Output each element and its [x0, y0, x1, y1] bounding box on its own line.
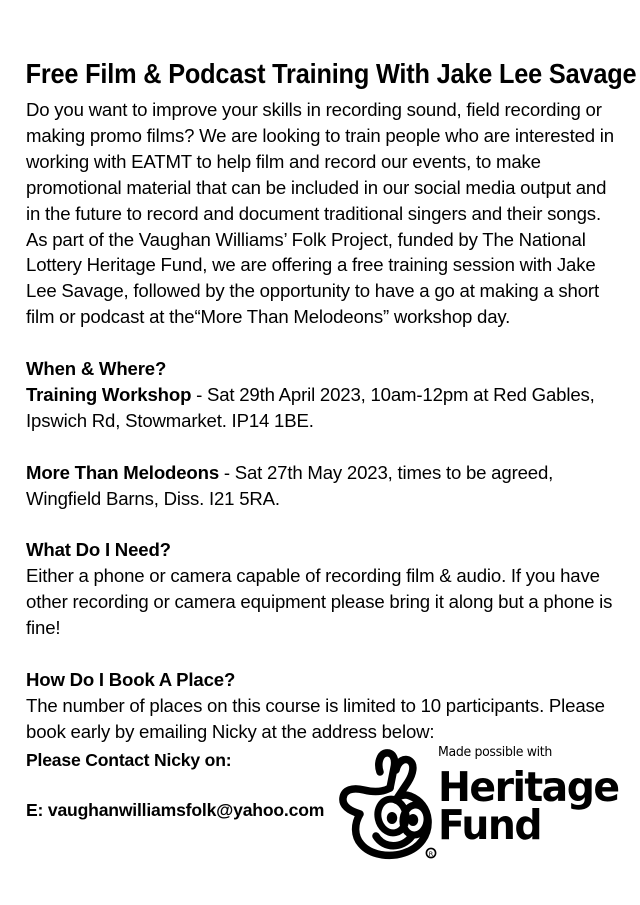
logo-name — [438, 763, 620, 849]
national-lottery-crossed-fingers-hand-icon — [336, 748, 440, 866]
training-workshop-details: - Sat 29th April 2023, 10am-12pm at Red Gables, Ipswich Rd, Stowmarket. IP14 1BE. — [26, 383, 595, 431]
logo-name-line-1: Heritage — [438, 763, 619, 811]
when-and-where-section — [26, 356, 616, 434]
training-workshop-label: Training Workshop — [26, 383, 192, 405]
poster-body — [26, 97, 616, 745]
what-do-i-need-body: Either a phone or camera capable of recording film & audio. If you have other recording or camera equipment please bring it along but a phone is fine! — [26, 565, 613, 639]
how-do-i-book-section — [26, 667, 616, 745]
contact-block — [26, 748, 356, 822]
page-title: Free Film & Podcast Training With Jake Lee Savage — [25, 58, 637, 90]
heritage-fund-logo — [336, 745, 626, 865]
svg-text:R: R — [428, 850, 434, 858]
how-do-i-book-body: The number of places on this course is limited to 10 participants. Please book early by emailing Nicky at the address below: — [26, 694, 605, 742]
more-than-melodeons-details: - Sat 27th May 2023, times to be agreed, Wingfield Barns, Diss. I21 5RA. — [26, 461, 554, 509]
what-do-i-need-section — [26, 537, 616, 641]
logo-name-line-2: Fund — [438, 801, 542, 849]
more-than-melodeons-label: More Than Melodeons — [26, 461, 220, 483]
what-do-i-need-heading: What Do I Need? — [26, 539, 171, 561]
registered-trademark-icon — [426, 848, 435, 858]
contact-heading: Please Contact Nicky on: — [26, 750, 232, 770]
when-and-where-heading: When & Where? — [26, 358, 167, 380]
contact-email: E: vaughanwilliamsfolk@yahoo.com — [26, 800, 325, 820]
intro-paragraph: Do you want to improve your skills in recording sound, field recording or making promo films? We are looking to train people who are interested in working with EATMT to help film and record our events, to make promotional material that can be included in our social media output and in the future to record and document traditional singers and their songs. As part of the Vaughan Williams’ Folk Project, funded by The National Lottery Heritage Fund, we are offering a free training session with Jake Lee Savage, followed by the opportunity to have a go at making a short film or podcast at the“More Than Melodeons” workshop day. — [26, 99, 614, 328]
logo-strapline: Made possible with — [438, 745, 552, 760]
how-do-i-book-heading: How Do I Book A Place? — [26, 668, 236, 690]
heritage-fund-wordmark — [438, 745, 628, 849]
more-than-melodeons-section — [26, 460, 616, 512]
